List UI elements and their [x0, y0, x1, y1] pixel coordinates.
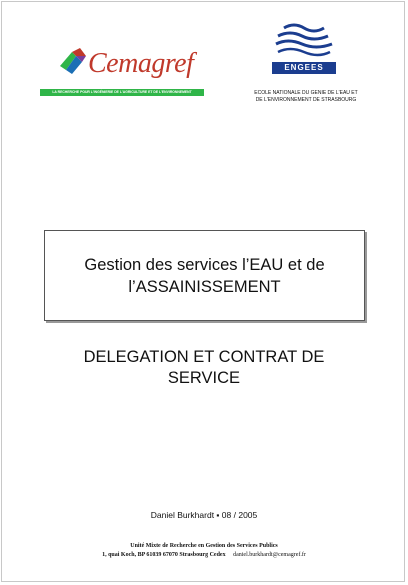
- subtitle-line-2: SERVICE: [167, 369, 241, 387]
- footer-address-line: [20, 551, 388, 560]
- footer: [20, 542, 388, 559]
- footer-unit: Unité Mixte de Recherche en Gestion des Services Publics: [130, 543, 278, 549]
- engees-line-2: DE L'ENVIRONNEMENT DE STRASBOURG: [255, 96, 357, 103]
- title-box: [44, 230, 365, 321]
- subtitle-line-1: DELEGATION ET CONTRAT DE: [83, 348, 325, 366]
- footer-address: 1, quai Koch, BP 61039 67070 Strasbourg Cedex: [102, 551, 226, 558]
- footer-email: daniel.burkhardt@cemagref.fr: [233, 551, 306, 558]
- author-date: Daniel Burkhardt ▪ 08 / 2005: [150, 510, 258, 520]
- engees-line-1: ECOLE NATIONALE DU GENIE DE L'EAU ET: [254, 90, 358, 96]
- engees-school-name: [248, 90, 364, 103]
- engees-waves-icon: [270, 18, 340, 62]
- cemagref-emblem-icon: [58, 46, 88, 78]
- subtitle: [40, 347, 368, 389]
- cemagref-tagline: LA RECHERCHE POUR L'INGÉNIERIE DE L'AGRICULTURE ET DE L'ENVIRONNEMENT: [40, 89, 204, 96]
- engees-badge: ENGEES: [272, 62, 336, 74]
- cemagref-wordmark: Cemagref: [88, 48, 194, 79]
- title-line-1: Gestion des services l’EAU et de: [84, 255, 325, 274]
- cemagref-logo: [58, 46, 198, 86]
- title-line-2: l’ASSAINISSEMENT: [128, 277, 281, 296]
